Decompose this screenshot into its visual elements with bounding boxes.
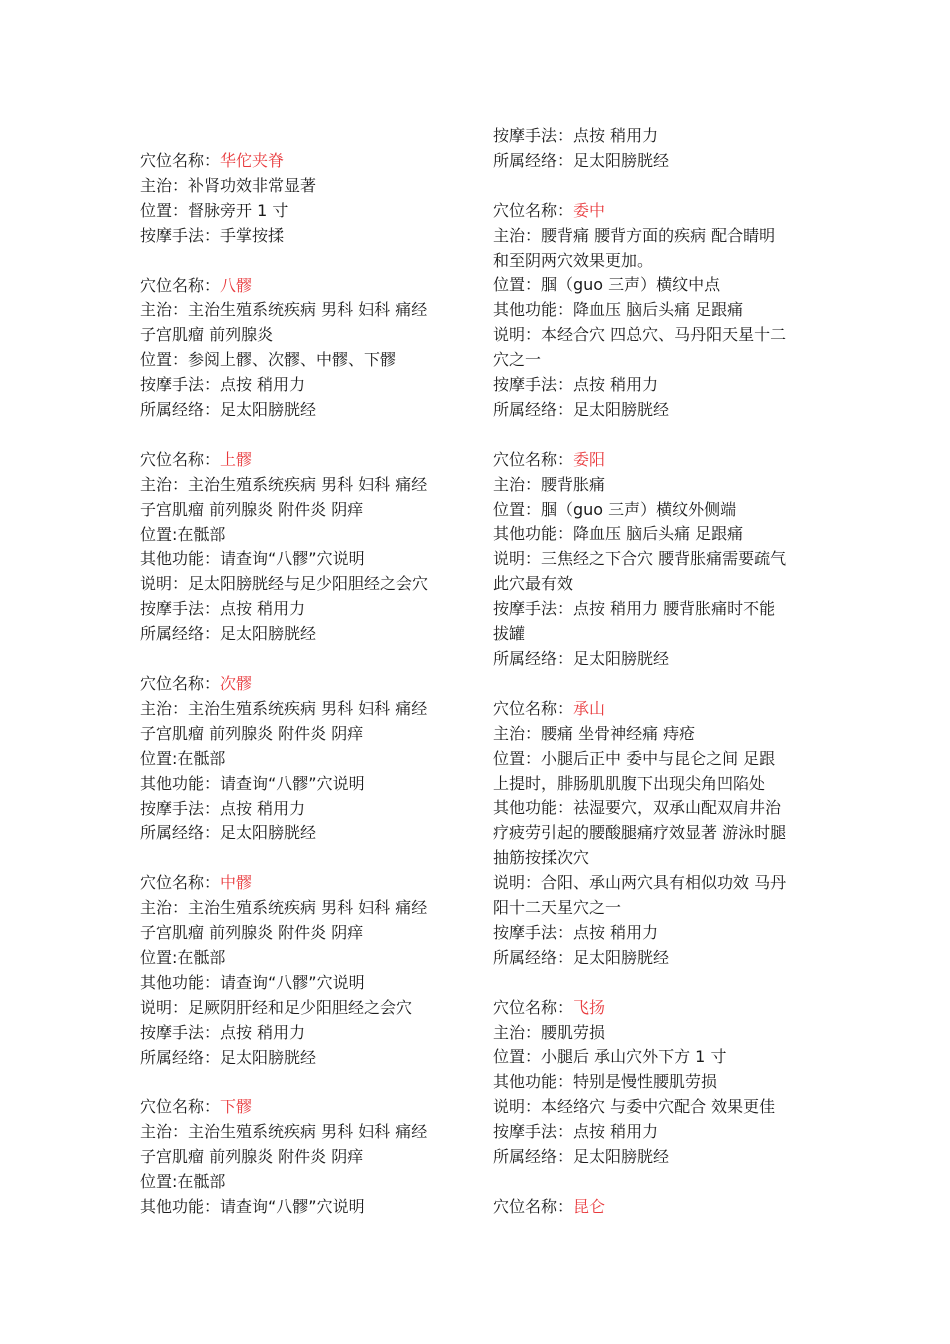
acupoint-title: [140, 149, 462, 174]
acupoint-entry: [493, 448, 815, 672]
acupoint-entry: [140, 672, 462, 846]
acupoint-name-label: 穴位名称：: [493, 200, 574, 220]
acupoint-detail-line: 所属经络：足太阳膀胱经: [140, 1047, 317, 1067]
acupoint-detail-line: 拔罐: [493, 624, 526, 644]
acupoint-detail-line: 按摩手法：点按 稍用力: [140, 599, 306, 619]
left-column: [140, 149, 462, 1220]
acupoint-name: 中髎: [220, 873, 253, 893]
acupoint-detail-line: 按摩手法：点按 稍用力 腰背胀痛时不能: [493, 599, 776, 619]
acupoint-detail-line: 按摩手法：点按 稍用力: [493, 126, 659, 145]
acupoint-detail-line: 位置：参阅上髎、次髎、中髎、下髎: [140, 350, 397, 370]
acupoint-entry: [493, 1195, 815, 1220]
acupoint-entry: [493, 199, 815, 423]
acupoint-name: 上髎: [220, 449, 253, 469]
acupoint-detail-line: 所属经络：足太阳膀胱经: [493, 649, 670, 668]
acupoint-detail-line: 其他功能：请查询“八髎”穴说明: [140, 773, 365, 793]
acupoint-name-label: 穴位名称：: [140, 449, 221, 469]
acupoint-detail-line: 主治：主治生殖系统疾病 男科 妇科 痛经: [140, 300, 428, 320]
acupoint-name: 飞扬: [573, 997, 606, 1017]
acupoint-detail-line: 其他功能：降血压 脑后头痛 足跟痛: [493, 524, 744, 544]
acupoint-detail-line: 位置:在骶部: [140, 947, 226, 967]
acupoint-detail-line: 子宫肌瘤 前列腺炎 附件炎 阴痒: [140, 923, 364, 943]
acupoint-detail-line: 按摩手法：点按 稍用力: [140, 1022, 306, 1042]
acupoint-detail-line: 所属经络：足太阳膀胱经: [493, 947, 670, 967]
acupoint-detail-line: 主治：主治生殖系统疾病 男科 妇科 痛经: [140, 1122, 428, 1142]
acupoint-detail-line: 按摩手法：点按 稍用力: [140, 798, 306, 818]
acupoint-detail-line: 说明：本经络穴 与委中穴配合 效果更佳: [493, 1097, 776, 1117]
acupoint-name: 承山: [573, 698, 606, 718]
acupoint-name-label: 穴位名称：: [493, 1196, 574, 1216]
acupoint-detail-line: 主治：腰肌劳损: [493, 1022, 606, 1042]
acupoint-name: 八髎: [220, 275, 253, 295]
acupoint-entry: [140, 274, 462, 423]
acupoint-detail-line: 说明：三焦经之下合穴 腰背胀痛需要疏气: [493, 549, 787, 569]
acupoint-detail-line: 其他功能：祛湿要穴，双承山配双肩井治: [493, 798, 782, 818]
acupoint-name: 华佗夹脊: [220, 151, 285, 170]
acupoint-detail-line: 阳十二天星穴之一: [493, 898, 622, 918]
acupoint-detail-line: 位置：腘（guo 三声）横纹中点: [493, 275, 721, 295]
acupoint-name-label: 穴位名称：: [493, 449, 574, 469]
acupoint-title: [493, 1195, 815, 1220]
acupoint-entry: [140, 871, 462, 1070]
acupoint-detail-line: 其他功能：请查询“八髎”穴说明: [140, 1196, 365, 1216]
acupoint-detail-line: 子宫肌瘤 前列腺炎: [140, 325, 274, 345]
acupoint-detail-line: 按摩手法：点按 稍用力: [493, 375, 659, 395]
acupoint-entry: [140, 1095, 462, 1220]
acupoint-entry: [140, 448, 462, 647]
acupoint-detail-line: 说明：足厥阴肝经和足少阳胆经之会穴: [140, 997, 413, 1017]
acupoint-entry: [493, 697, 815, 971]
acupoint-detail-line: 和至阴两穴效果更加。: [493, 250, 654, 270]
acupoint-detail-line: 其他功能：请查询“八髎”穴说明: [140, 549, 365, 569]
acupoint-detail-line: 位置：小腿后 承山穴外下方 1 寸: [493, 1047, 727, 1067]
acupoint-name: 昆仑: [573, 1196, 606, 1216]
acupoint-detail-line: 所属经络：足太阳膀胱经: [140, 624, 317, 644]
acupoint-title: [140, 672, 462, 697]
acupoint-detail-line: 所属经络：足太阳膀胱经: [140, 823, 317, 843]
acupoint-detail-line: 子宫肌瘤 前列腺炎 附件炎 阴痒: [140, 723, 364, 743]
acupoint-detail-line: 穴之一: [493, 350, 542, 370]
acupoint-name-label: 穴位名称：: [140, 275, 221, 295]
acupoint-title: [493, 697, 815, 722]
acupoint-detail-line: 位置：小腿后正中 委中与昆仑之间 足跟: [493, 748, 776, 768]
acupoint-detail-line: 主治：补肾功效非常显著: [140, 175, 317, 195]
acupoint-title: [493, 448, 815, 473]
acupoint-name-label: 穴位名称：: [140, 873, 221, 893]
acupoint-entry: [140, 149, 462, 249]
acupoint-detail-line: 子宫肌瘤 前列腺炎 附件炎 阴痒: [140, 1147, 364, 1167]
acupoint-name-label: 穴位名称：: [140, 1097, 221, 1117]
acupoint-detail-line: 其他功能：特别是慢性腰肌劳损: [493, 1072, 718, 1092]
acupoint-detail-line: 说明：合阳、承山两穴具有相似功效 马丹: [493, 873, 787, 893]
acupoint-name-label: 穴位名称：: [493, 698, 574, 718]
acupoint-detail-line: 疗疲劳引起的腰酸腿痛疗效显著 游泳时腿: [493, 823, 787, 843]
acupoint-title: [140, 871, 462, 896]
acupoint-name-label: 穴位名称：: [140, 673, 221, 693]
acupoint-title: [493, 199, 815, 224]
acupoint-detail-line: 上提时，腓肠肌肌腹下出现尖角凹陷处: [493, 773, 766, 793]
acupoint-detail-line: 子宫肌瘤 前列腺炎 附件炎 阴痒: [140, 499, 364, 519]
acupoint-detail-line: 所属经络：足太阳膀胱经: [493, 150, 670, 170]
acupoint-detail-line: 所属经络：足太阳膀胱经: [493, 1147, 670, 1167]
acupoint-detail-line: 其他功能：请查询“八髎”穴说明: [140, 972, 365, 992]
acupoint-name: 下髎: [220, 1097, 253, 1117]
acupoint-name-label: 穴位名称：: [493, 997, 574, 1017]
acupoint-name: 委阳: [573, 449, 606, 469]
acupoint-title: [140, 1095, 462, 1120]
acupoint-detail-line: 说明：本经合穴 四总穴、马丹阳天星十二: [493, 325, 787, 345]
acupoint-detail-line: 主治：腰背痛 腰背方面的疾病 配合睛明: [493, 225, 776, 245]
acupoint-detail-line: 主治：腰痛 坐骨神经痛 痔疮: [493, 723, 696, 743]
acupoint-detail-line: 位置:在骶部: [140, 1172, 226, 1192]
acupoint-detail-line: 主治：主治生殖系统疾病 男科 妇科 痛经: [140, 898, 428, 918]
acupoint-detail-line: 按摩手法：手掌按揉: [140, 225, 285, 245]
acupoint-detail-line: 位置：腘（guo 三声）横纹外侧端: [493, 499, 737, 519]
acupoint-detail-line: 主治：主治生殖系统疾病 男科 妇科 痛经: [140, 698, 428, 718]
acupoint-detail-line: 按摩手法：点按 稍用力: [493, 1122, 659, 1142]
acupoint-detail-line: 位置:在骶部: [140, 748, 226, 768]
acupoint-detail-line: 所属经络：足太阳膀胱经: [493, 399, 670, 419]
acupoint-title: [140, 448, 462, 473]
acupoint-detail-line: 位置:在骶部: [140, 524, 226, 544]
acupoint-entry: [493, 124, 815, 174]
acupoint-detail-line: 此穴最有效: [493, 574, 574, 594]
acupoint-title: [493, 996, 815, 1021]
acupoint-detail-line: 按摩手法：点按 稍用力: [493, 922, 659, 942]
acupoint-title: [140, 274, 462, 299]
acupoint-detail-line: 主治：主治生殖系统疾病 男科 妇科 痛经: [140, 474, 428, 494]
acupoint-name-label: 穴位名称：: [140, 151, 221, 170]
acupoint-detail-line: 说明：足太阳膀胱经与足少阳胆经之会穴: [140, 574, 429, 594]
acupoint-detail-line: 抽筋按揉次穴: [493, 848, 590, 868]
acupoint-name: 委中: [573, 200, 606, 220]
acupoint-detail-line: 所属经络：足太阳膀胱经: [140, 400, 317, 420]
acupoint-detail-line: 其他功能：降血压 脑后头痛 足跟痛: [493, 300, 744, 320]
acupoint-detail-line: 按摩手法：点按 稍用力: [140, 375, 306, 395]
acupoint-name: 次髎: [220, 673, 253, 693]
acupoint-detail-line: 位置：督脉旁开 1 寸: [140, 200, 289, 220]
acupoint-entry: [493, 996, 815, 1170]
acupoint-detail-line: 主治：腰背胀痛: [493, 474, 606, 494]
right-column: [493, 124, 815, 1220]
